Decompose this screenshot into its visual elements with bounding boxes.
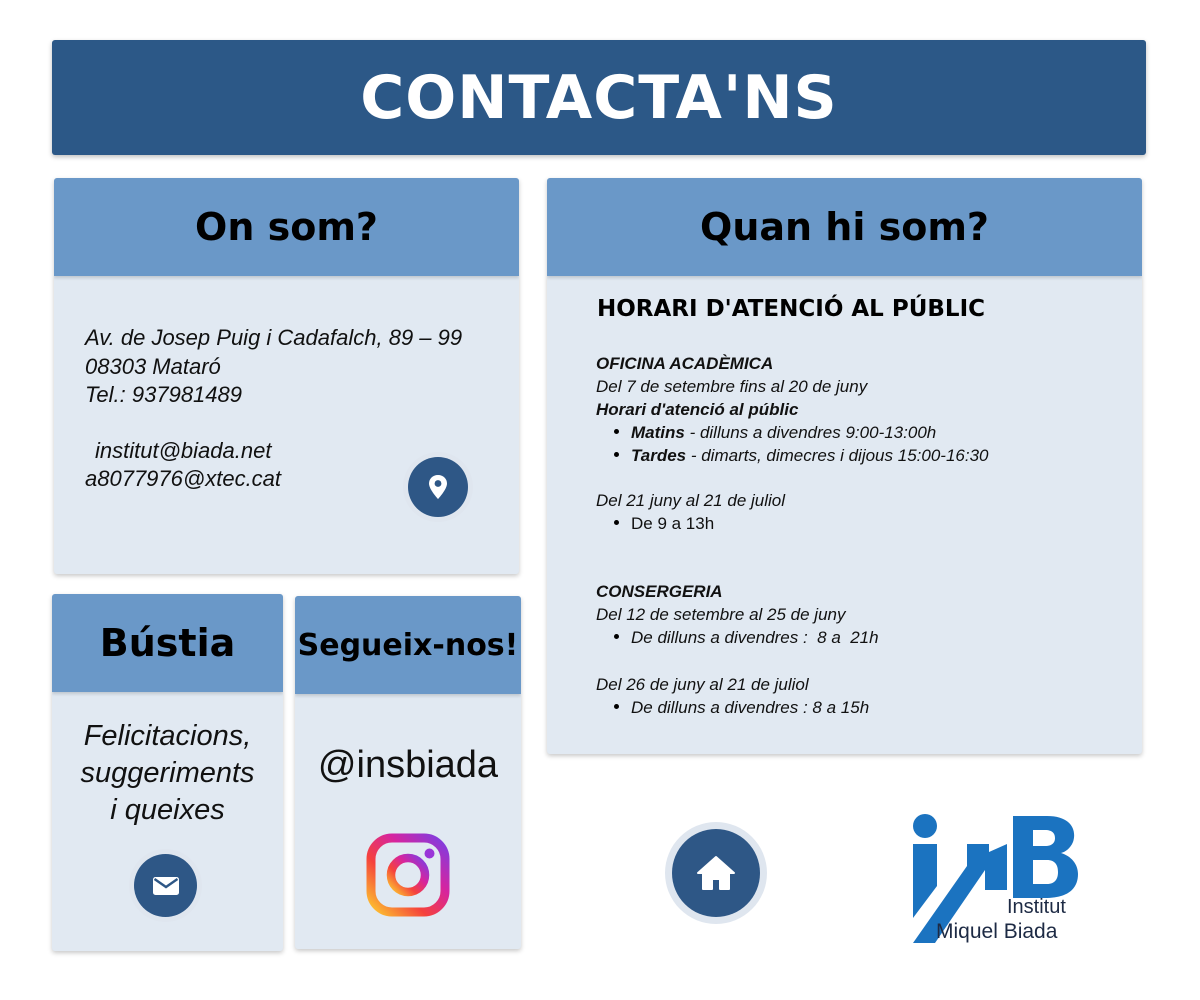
email-xtec[interactable]: a8077976@xtec.cat [85,466,282,491]
mailbox-card-header [52,594,283,692]
home-icon [696,855,736,891]
list-item-strong: Tardes [631,446,687,465]
mailbox-text-line: i queixes [110,794,225,826]
schedule-card [547,178,1142,754]
phone-number[interactable]: Tel.: 937981489 [85,382,242,407]
concierge-summer-list [596,696,1126,719]
mail-button[interactable] [134,854,197,917]
concierge-hours-list [596,626,1126,649]
list-item: De 9 a 13h [596,512,1126,535]
list-item: De dilluns a divendres : 8 a 15h [596,696,1126,719]
map-button[interactable] [408,457,468,517]
mailbox-card-title: Bústia [99,621,236,665]
schedule-heading: HORARI D'ATENCIÓ AL PÚBLIC [597,296,986,322]
office-period-2: Del 21 juny al 21 de juliol [596,491,786,510]
schedule-card-header [547,178,1142,276]
office-summer-list [596,512,1126,535]
mailbox-text [52,718,283,829]
follow-card-header [295,596,521,694]
list-item-text: - dimarts, dimecres i dijous 15:00-16:30 [686,446,989,465]
concierge-period-1: Del 12 de setembre al 25 de juny [596,605,846,624]
address-block [85,324,462,494]
office-hours-list [596,421,1126,467]
instagram-icon[interactable] [366,833,450,917]
list-item [596,444,1126,467]
school-logo [905,808,1085,948]
logo-line-institut: Institut [1007,896,1066,918]
mailbox-card [52,594,283,951]
office-period-1: Del 7 de setembre fins al 20 de juny [596,377,868,396]
envelope-icon [152,876,180,896]
list-item-text: - dilluns a divendres 9:00-13:00h [684,423,937,442]
mailbox-text-line: suggeriments [80,757,255,789]
instagram-handle[interactable]: @insbiada [317,744,499,786]
location-card-header [54,178,519,276]
address-line-city: 08303 Mataró [85,353,221,379]
list-item: De dilluns a divendres : 8 a 21h [596,626,1126,649]
concierge-section-title: CONSERGERIA [596,582,723,601]
mailbox-text-line: Felicitacions, [83,720,252,752]
page-banner [52,40,1146,155]
office-section-title: OFICINA ACADÈMICA [596,354,774,373]
office-hours-label: Horari d'atenció al públic [596,400,799,419]
address-line-street: Av. de Josep Puig i Cadafalch, 89 – 99 [85,325,463,350]
logo-line-name: Miquel Biada [936,920,1058,943]
follow-card [295,596,521,949]
email-institut[interactable]: institut@biada.net [95,437,272,463]
home-button[interactable] [665,822,767,924]
page-title: CONTACTA'NS [360,62,838,133]
follow-card-title: Segueix-nos! [297,627,519,663]
location-pin-icon [427,474,449,500]
schedule-body [596,352,1126,719]
location-card-title: On som? [195,205,378,249]
concierge-period-2: Del 26 de juny al 21 de juliol [596,675,809,694]
list-item [596,421,1126,444]
list-item-strong: Matins [631,423,685,442]
schedule-card-title: Quan hi som? [700,205,989,249]
location-card [54,178,519,574]
